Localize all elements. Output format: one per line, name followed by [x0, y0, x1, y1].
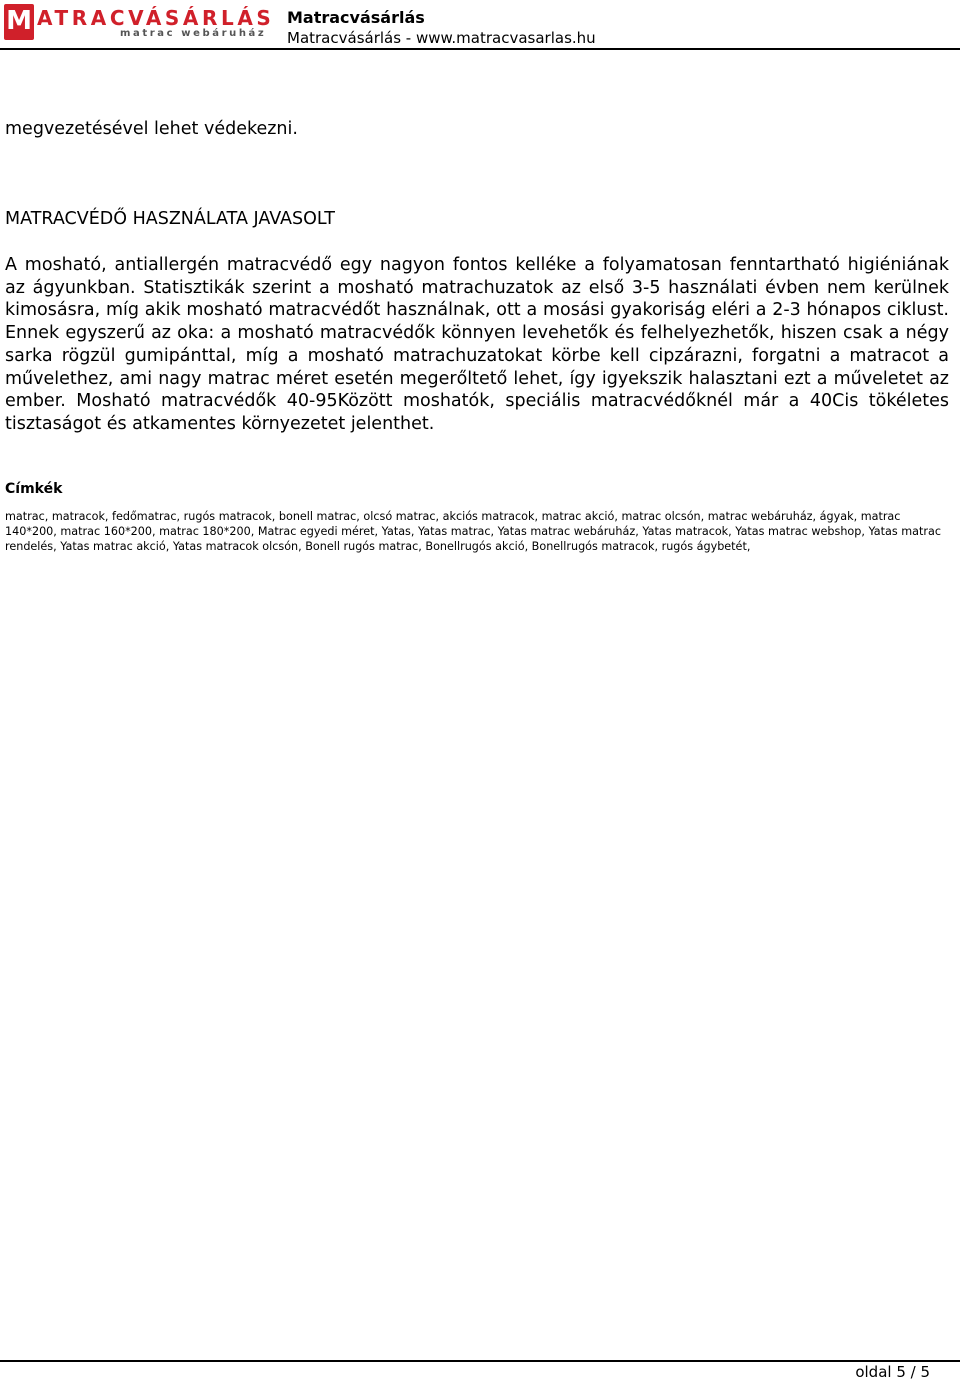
intro-line: megvezetésével lehet védekezni. — [5, 119, 298, 139]
logo-badge — [4, 4, 34, 40]
page-number: oldal 5 / 5 — [855, 1363, 930, 1381]
logo-wordmark: ATRACVÁSÁRLÁS — [37, 6, 275, 30]
site-logo[interactable] — [4, 4, 275, 42]
section-heading: MATRACVÉDŐ HASZNÁLATA JAVASOLT — [5, 209, 335, 229]
page-header — [4, 4, 960, 48]
logo-tagline: matrac webáruház — [120, 28, 267, 39]
footer-divider — [0, 1360, 960, 1362]
site-title: Matracvásárlás — [287, 8, 425, 27]
logo-badge-letter: M — [6, 6, 32, 36]
header-divider — [0, 48, 960, 50]
tags-heading: Címkék — [5, 481, 63, 497]
site-subtitle: Matracvásárlás - www.matracvasarlas.hu — [287, 29, 596, 47]
tags-list: matrac, matracok, fedőmatrac, rugós matracok, bonell matrac, olcsó matrac, akciós matracok, matrac akció, matrac olcsón, matrac webáruház, ágyak, matrac 140*200, matrac 160*200, matrac 180*200, Matrac egyedi méret, Yatas, Yatas matrac, Yatas matrac webáruház, Yatas matracok, Yatas matrac webshop, Yatas matrac rendelés, Yatas matrac akció, Yatas matracok olcsón, Bonell rugós matrac, Bonellrugós akció, Bonellrugós matracok, rugós ágybetét, — [5, 510, 941, 554]
body-paragraph: A mosható, antiallergén matracvédő egy nagyon fontos kelléke a folyamatosan fenntartható higiéniának az ágyunkban. Statisztikák szerint a mosható matrachuzatok az első 3-5 használati évben nem kerülnek kimosásra, míg akik mosható matracvédőt használnak, ott a mosási gyakoriság eléri a 2-3 hónapos ciklust. Ennek egyszerű az oka: a mosható matracvédők könnyen levehetők és felhelyezhetők, hiszen csak a négy sarka rögzül gumipánttal, míg a mosható matrachuzatokat körbe kell cipzárazni, forgatni a matracot a művelethez, ami nagy matrac méret esetén megerőltető lehet, így igyekszik halasztani ezt a műveletet az ember. Mosható matracvédők 40-95Között moshatók, speciális matracvédőknél már a 40Cis tökéletes tisztaságot és atkamentes környezetet jelenthet. — [5, 255, 949, 434]
